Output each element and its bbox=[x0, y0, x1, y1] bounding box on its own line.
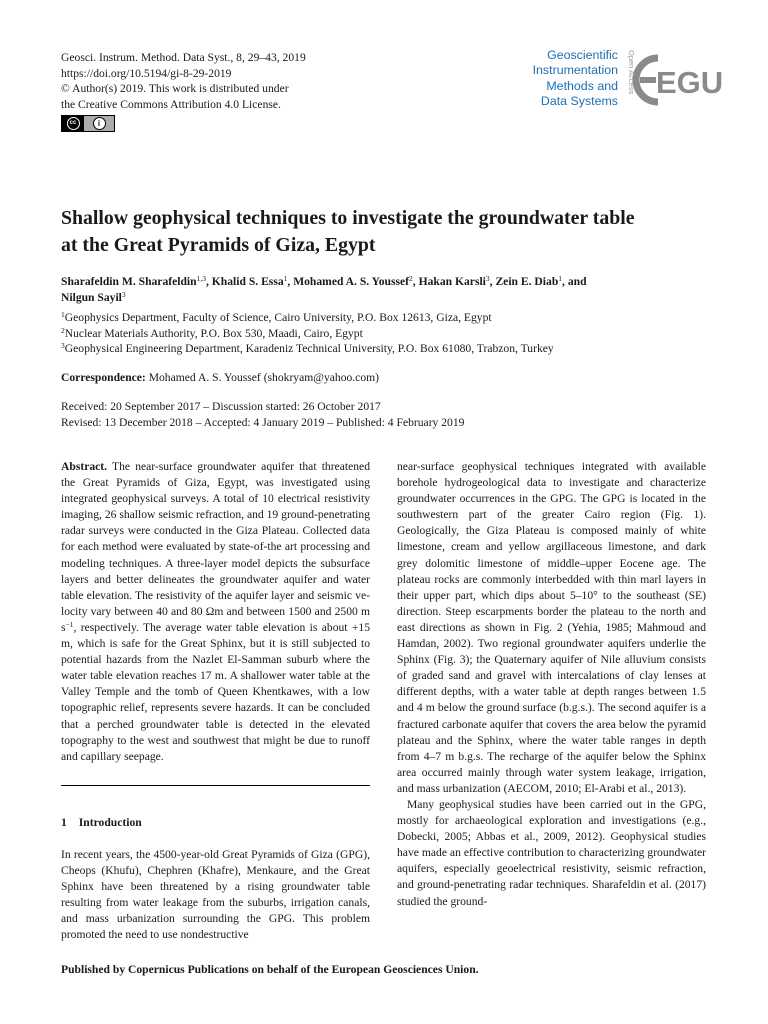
author-name: Mohamed A. S. Youssef bbox=[293, 275, 410, 288]
copyright-line: © Author(s) 2019. This work is distributed under bbox=[61, 82, 289, 96]
journal-name-logo[interactable] bbox=[500, 48, 618, 110]
affiliation-item: $^2$Nuclear Materials Authority, P.O. Box 530, Maadi, Cairo, Egypt bbox=[61, 325, 363, 340]
author-conjunction: and bbox=[567, 275, 587, 288]
person-icon: i bbox=[93, 117, 106, 130]
affiliation-item: $^1$Geophysics Department, Faculty of Science, Cairo University, P.O. Box 12613, Giza, Egypt bbox=[61, 310, 492, 324]
dates-line: Revised: 13 December 2018 – Accepted: 4 January 2019 – Published: 4 February 2019 bbox=[61, 415, 465, 429]
unit-exponent: −1 bbox=[65, 619, 74, 629]
affiliation-list bbox=[61, 310, 721, 357]
abstract bbox=[61, 459, 370, 765]
journal-name-line: Geoscientific bbox=[547, 48, 618, 62]
body-paragraph: near-surface geophysical techniques integrated with available borehole hydrogeological data to investigate and characterize groundwater occurrences in the GPG. The GPG is located in the southwestern part of the greater Cairo region (Fig. 1). Geologically, the Giza Plateau is composed mainly of white limestone, cream and yellow argillaceous limestone, and dark grey dolomitic limestone of middle–upper Eocene age. The plateau rocks are commonly interbedded with thin marl layers in their upper part, which dips about 5–10° to the southeast (SE) direction. Steep escarpments border the plateau to the north and east directions as shown in Fig. 2 (Yehia, 1985; Mahmoud and Hamdan, 2002). Two regional groundwater aquifers underlie the Sphinx (Fig. 3); the Quaternary aquifer of Nile alluvium consists of graded sand and gravel with intercalations of clay lenses at different depths, with a water table at depth ranges between 1.5 and 4 m below the ground surface (b.g.s.). The second aquifer is a fractured carbonate aquifer that covers the area below the pyramid plateau and the Sphinx, where the water table ranges in depth from 4–7 m b.g.s. The recharge of the aquifer below the Sphinx area occurred mainly through water system leakage, irrigation, and mass urbanization (AECOM, 2010; El-Arabi et al., 2013). bbox=[397, 460, 706, 795]
title-line: Shallow geophysical techniques to investigate the groundwater table bbox=[61, 207, 635, 229]
author-name: Sharafeldin M. Sharafeldin bbox=[61, 275, 197, 288]
body-paragraph: Many geophysical studies have been carried out in the GPG, mostly for archaeological exploration and investigations (e.g., Dobecki, 2005; Abbas et al., 2009, 2012). Geophysical studies have made an effective contribution to characterizing groundwater aquifers, especially geoelectrical resistivity, seismic refraction, and ground-penetrating radar techniques. Sharafeldin et al. (2017) studied the ground- bbox=[397, 797, 706, 908]
author-list: Sharafeldin M. Sharafeldin$^{1,3}$, Khalid S. Essa$^1$, Mohamed A. S. Youssef$^2$, Hakan Karsli$^3$, Zein E. Diab$^1$, and Nilgun Sayil$^3$ bbox=[61, 274, 587, 304]
author-affiliation-mark: 1,3 bbox=[196, 274, 206, 283]
author-affiliation-mark: 2 bbox=[409, 274, 413, 283]
cc-icon: cc bbox=[67, 117, 80, 130]
paper-title bbox=[61, 205, 721, 259]
intro-paragraph: In recent years, the 4500-year-old Great Pyramids of Giza (GPG), Cheops (Khufu), Chephren (Khafre), Menkaure, and the Great Sphinx have been threatened by a rising groundwater table resulting from water leakage from the suburbs, irrigation canals, and mass urbanization surrounding the GPG. This problem promoted the need to use nondestructive bbox=[61, 848, 370, 942]
abstract-text: , respectively. The average water table elevation is about +15 m, which is safe for the Great Sphinx, but it is still subjected to potential hazards from the Nazlet El-Samman suburb where the water table elevation reaches 17 m. A shallower water table at the Valley Temple and the tomb of Queen Khentkawes, with a low topographic relief, represents severe hazards. It can be concluded that a perched groundwater table is detected in the elevated topography to the west and southwest that might be due to runoff and capillary seepage. bbox=[61, 620, 370, 763]
egu-logo-icon bbox=[630, 51, 724, 109]
dates-line: Received: 20 September 2017 – Discussion started: 26 October 2017 bbox=[61, 400, 381, 413]
author-affiliation-mark: 1 bbox=[558, 274, 563, 283]
author-name: Khalid S. Essa bbox=[211, 275, 284, 288]
author-name: Zein E. Diab bbox=[495, 275, 559, 288]
doi-link[interactable]: https://doi.org/10.5194/gi-8-29-2019 bbox=[61, 66, 232, 80]
author-name: Hakan Karsli bbox=[418, 275, 486, 288]
abstract-text: The near-surface groundwater aquifer that threatened the Great Pyramids of Giza, Egypt, was investigated using integrated geophysical surveys. A total of 10 electrical resistivity imaging, 26 shallow seismic refraction, and 19 ground-penetrating radar surveys were conducted in the Giza Plateau. Collected data for each method were evaluated by state-of-the art processing and modeling techniques. A three-layer model depicts the subsurface layers and better delineates the groundwater aquifer and water table elevation. The resistivity of the aquifer layer and seismic velocity vary between 40 and 80 Ωm and between 1500 and 2500 m s bbox=[61, 460, 370, 634]
egu-text: EGU bbox=[656, 65, 724, 100]
citation: Geosci. Instrum. Method. Data Syst., 8, 29–43, 2019 bbox=[61, 51, 306, 64]
publisher-footer: Published by Copernicus Publications on behalf of the European Geosciences Union. bbox=[61, 963, 479, 976]
journal-name-line: Data Systems bbox=[540, 94, 618, 109]
author-affiliation-mark: 3 bbox=[121, 289, 126, 299]
abstract-divider bbox=[61, 785, 370, 786]
open-access-text: Open Access bbox=[627, 50, 636, 95]
journal-name-line: Methods and bbox=[546, 78, 618, 93]
right-column bbox=[397, 459, 706, 910]
journal-metadata bbox=[61, 50, 306, 112]
section-number: 1 bbox=[61, 816, 67, 829]
author-name: Nilgun Sayil bbox=[61, 290, 122, 304]
correspondence-contact[interactable]: Mohamed A. S. Youssef (shokryam@yahoo.com) bbox=[148, 371, 380, 384]
correspondence-label: Correspondence: bbox=[61, 371, 146, 384]
abstract-label: Abstract. bbox=[61, 460, 108, 473]
section-heading bbox=[61, 816, 154, 829]
author-affiliation-mark: 1 bbox=[283, 274, 288, 283]
publication-dates bbox=[61, 399, 464, 430]
license-line: the Creative Commons Attribution 4.0 License. bbox=[61, 97, 281, 111]
title-line: at the Great Pyramids of Giza, Egypt bbox=[61, 234, 376, 256]
journal-name-line: Instrumentation bbox=[532, 63, 618, 78]
correspondence bbox=[61, 370, 379, 386]
section-title: Introduction bbox=[78, 816, 142, 829]
author-affiliation-mark: 3 bbox=[485, 274, 490, 283]
cc-by-license-badge[interactable] bbox=[61, 115, 115, 132]
affiliation-item: $^3$Geophysical Engineering Department, Karadeniz Technical University, P.O. Box 61080, Trabzon, Turkey bbox=[61, 341, 554, 356]
